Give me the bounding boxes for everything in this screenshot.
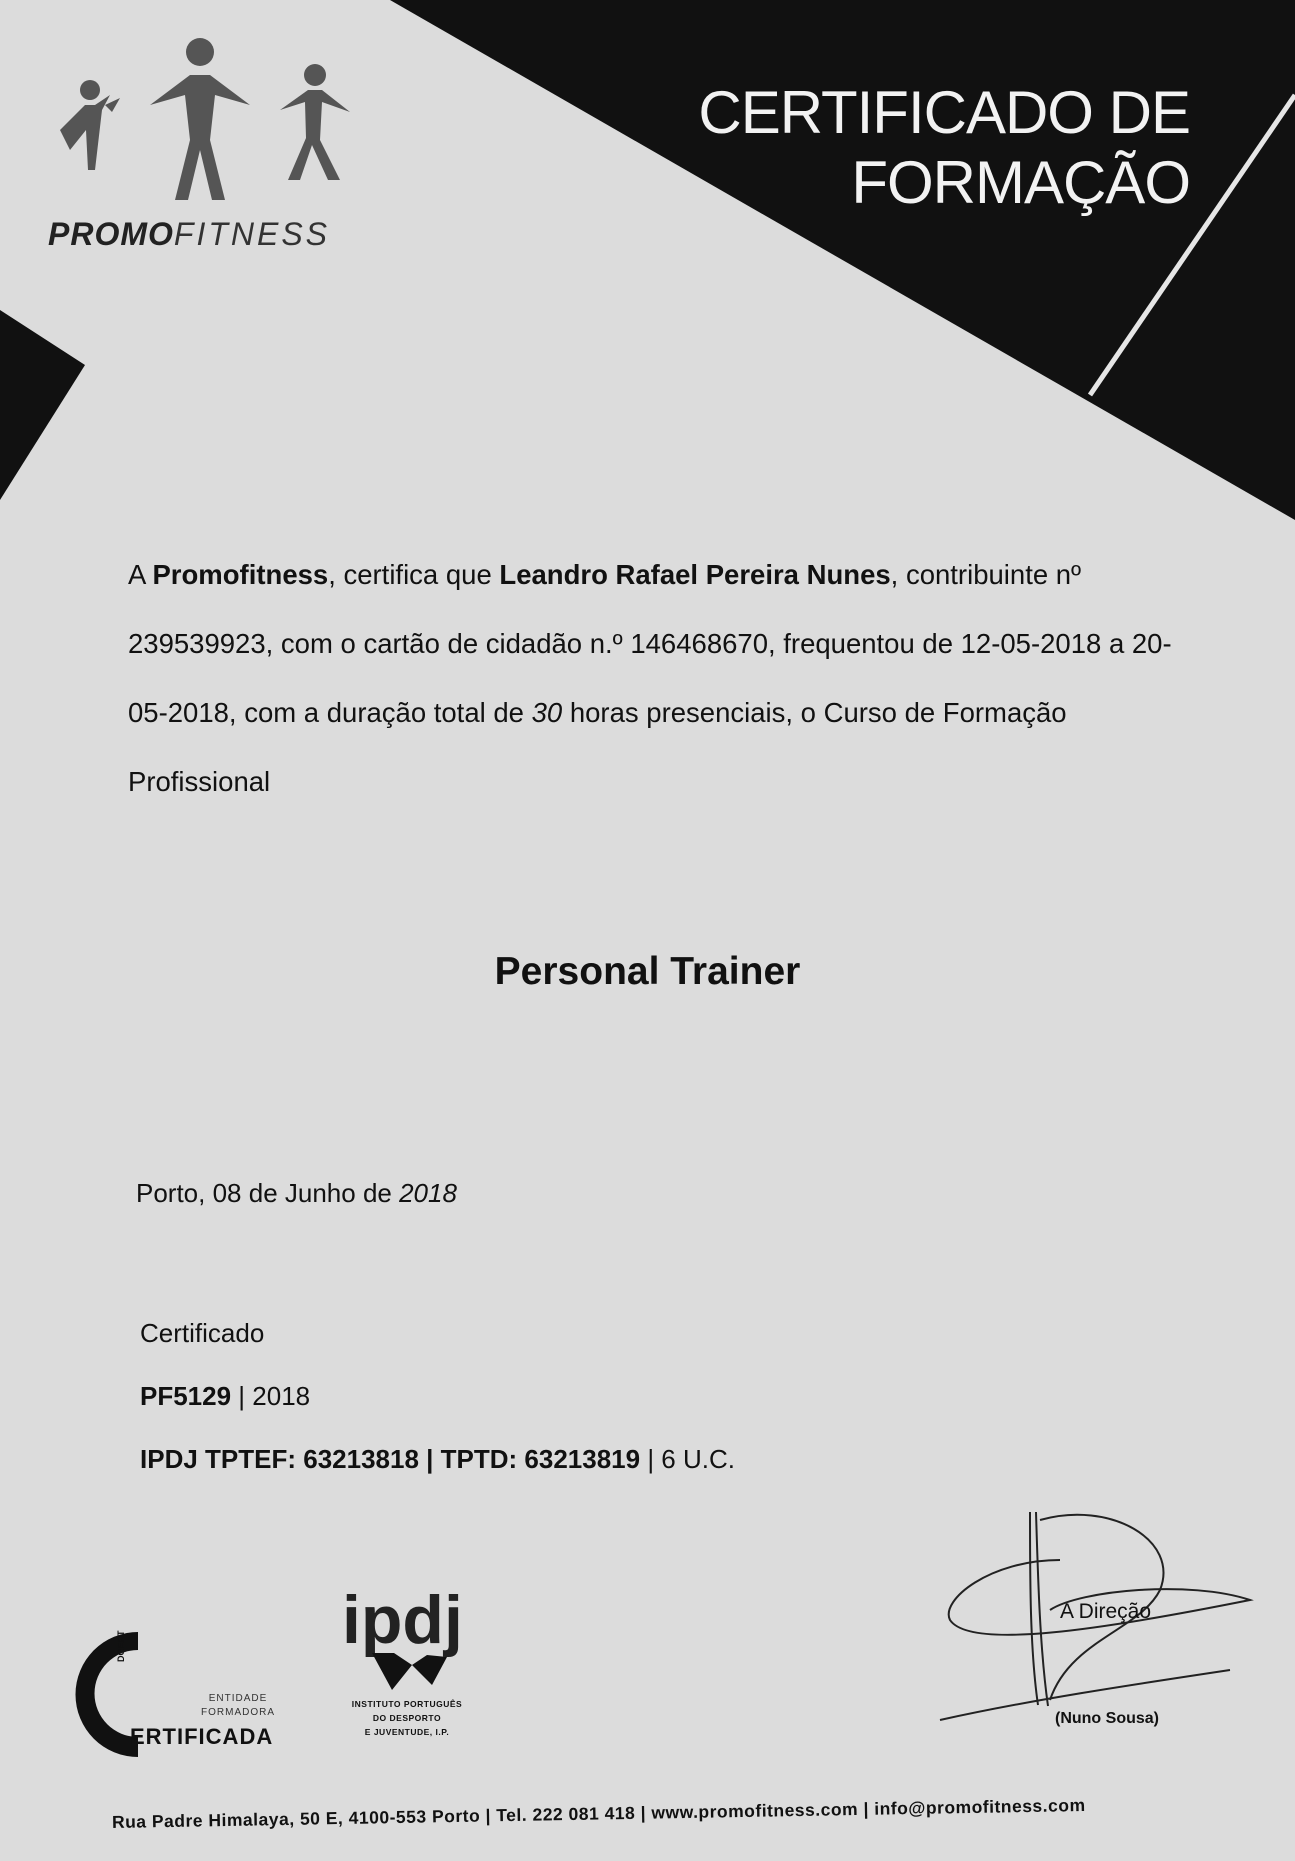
promofitness-logo — [40, 30, 380, 290]
signature-label: A Direção — [1060, 1600, 1152, 1623]
dgert-seal — [68, 1622, 308, 1762]
course-name: Personal Trainer — [494, 950, 801, 993]
ipdj-logo-icon — [332, 1565, 482, 1695]
left-black-triangle — [0, 310, 85, 500]
footer-contact: Rua Padre Himalaya, 50 E, 4100-553 Porto | Tel. 222 081 418 | www.promofitness.com | info@promofitness.com — [111, 1795, 1086, 1832]
dgert-small-text: ENTIDADE FORMADORA — [201, 1693, 275, 1718]
logo-wordmark — [48, 216, 330, 253]
certificate-details — [140, 1302, 735, 1491]
body-hours: 30 — [531, 697, 563, 728]
place-date-text: Porto, 08 de Junho de — [136, 1178, 400, 1208]
body-org: Promofitness — [152, 559, 329, 590]
ipdj-suffix: | 6 U.C. — [640, 1444, 735, 1474]
logo-figures-icon — [50, 30, 370, 210]
title-line-1: CERTIFICADO DE — [698, 79, 1190, 146]
certificate-title — [698, 78, 1190, 218]
place-date-year: 2018 — [399, 1178, 457, 1208]
title-line-2: FORMAÇÃO — [851, 149, 1190, 216]
body-part-4: horas presenciais, o Curso de Formação Profissional — [128, 697, 1067, 797]
body-part-3: , contribuinte nº 239539923, com o cartão de cidadão n.º 146468670, frequentou de 12-05-2018 a 20-05-2018, com a duração total de — [128, 559, 1172, 728]
ipdj-line — [140, 1428, 735, 1491]
ipdj-line-2: DO DESPORTO — [372, 1713, 442, 1723]
certificate-code-suffix: | 2018 — [231, 1381, 311, 1411]
certificate-label: Certificado — [140, 1318, 265, 1348]
certificate-code: PF5129 — [140, 1381, 232, 1411]
signature-name: (Nuno Sousa) — [1055, 1710, 1159, 1727]
ipdj-line-1: INSTITUTO PORTUGUÊS — [351, 1699, 463, 1709]
body-part-2: , certifica que — [328, 559, 500, 590]
ipdj-line-3: E JUVENTUDE, I.P. — [364, 1727, 450, 1737]
dgert-vertical-text: DGERT — [116, 1630, 126, 1662]
ipdj-seal-text — [332, 1697, 482, 1739]
body-part-1: A — [128, 559, 153, 590]
logo-word-bold: PROMO — [48, 216, 174, 252]
ipdj-seal — [332, 1565, 482, 1755]
certificate-body — [128, 540, 1178, 816]
ipdj-logo-text: ipdj — [342, 1582, 463, 1658]
logo-word-light: FITNESS — [173, 216, 331, 252]
ipdj-label: IPDJ TPTEF: 63213818 | TPTD: 63213819 — [140, 1444, 641, 1474]
body-person: Leandro Rafael Pereira Nunes — [499, 559, 891, 590]
certificate-code-line — [140, 1365, 735, 1428]
place-date — [136, 1178, 457, 1209]
dgert-main-text: ERTIFICADA — [130, 1724, 274, 1749]
